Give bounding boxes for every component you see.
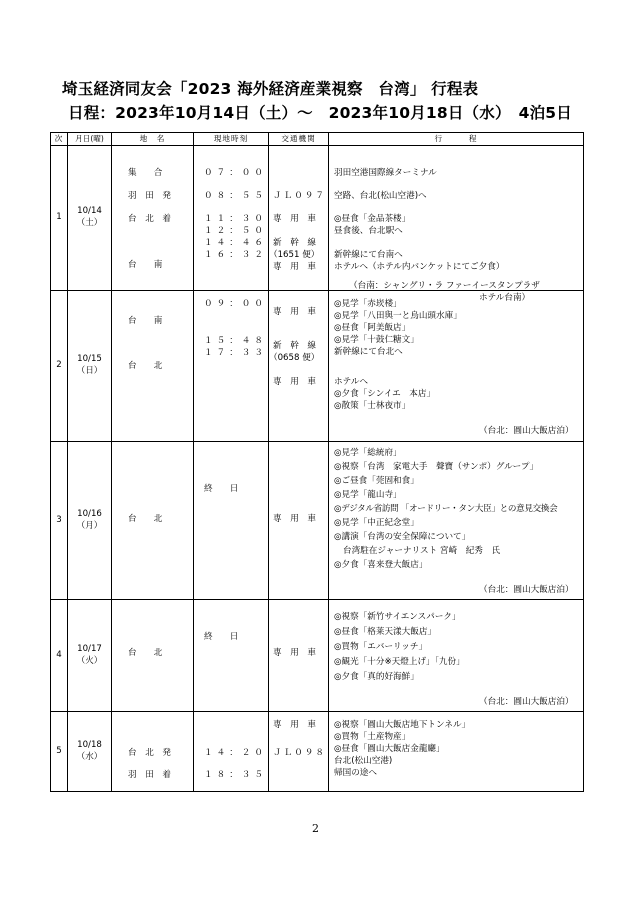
itinerary-line: ◎視察「圓山大飯店地下トンネル」 [334, 720, 471, 730]
itinerary-cell [329, 600, 584, 712]
table-row [51, 712, 584, 792]
day-date-cell [68, 712, 112, 792]
day-weekday: （火） [76, 655, 103, 666]
transport: 専 用 車 [273, 307, 316, 317]
itinerary-line: ◎夕食「真的好海鮮」 [334, 672, 419, 682]
day-weekday: （土） [76, 218, 103, 228]
place: 台 北 [128, 514, 163, 524]
itinerary-line: ◎見学「龍山寺」 [334, 490, 402, 500]
col-header-transport: 交通機関 [269, 133, 329, 146]
time-cell [194, 291, 269, 442]
transport: 専 用 車 [273, 720, 316, 730]
day-date-cell [68, 146, 112, 291]
itinerary-line: 羽田空港国際線ターミナル [334, 168, 437, 178]
transport-cell [269, 600, 329, 712]
page-number: 2 [312, 822, 319, 835]
hotel-line: ホテル台南） [479, 293, 531, 303]
time-cell [194, 146, 269, 291]
place-cell [112, 712, 194, 792]
itinerary-line: ◎散策「士林夜市」 [334, 401, 411, 411]
transport-cell [269, 712, 329, 792]
itinerary-line: ◎買物「エバーリッチ」 [334, 642, 428, 652]
transport-cell [269, 291, 329, 442]
day-weekday: （日） [76, 366, 103, 376]
time: ０８：５５ [204, 191, 267, 201]
place: 集 合 [128, 168, 163, 178]
place: 羽 田 発 [128, 191, 171, 201]
itinerary-line: 台北(松山空港) [334, 756, 393, 766]
place: 台 北 発 [128, 748, 171, 758]
itinerary-line: 台湾駐在ジャーナリスト 宮崎 紀秀 氏 [343, 546, 501, 556]
day-seq: 3 [51, 442, 68, 600]
time-cell [194, 600, 269, 712]
itinerary-line: ◎ご昼食「莞固和食」 [334, 476, 419, 486]
itinerary-line: ◎視察「新竹サイエンスパーク」 [334, 612, 461, 622]
itinerary-line: ◎見学「八田與一と烏山頭水庫」 [334, 311, 462, 321]
day-weekday: （水） [76, 751, 103, 762]
day-date: 10/15 [77, 354, 102, 365]
itinerary-line: 新幹線にて台北へ [334, 347, 403, 357]
day-seq: 4 [51, 600, 68, 712]
schedule-subtitle: 日程：2023年10月14日（土）～ 2023年10月18日（水） 4泊5日 [68, 104, 572, 122]
itinerary-cell [329, 146, 584, 303]
transport: 専 用 車 [273, 377, 316, 387]
itinerary-line: ◎昼食「阿美飯店」 [334, 323, 411, 333]
place-cell [112, 291, 194, 442]
itinerary-cell [329, 712, 584, 792]
day-date: 10/16 [77, 508, 102, 519]
itinerary-line: 新幹線にて台南へ [334, 250, 403, 260]
page-title: 埼玉経済同友会「2023 海外経済産業視察 台湾」 行程表 [62, 80, 479, 98]
transport: 専 用 車 [273, 648, 316, 658]
itinerary-line: ◎見学「中正紀念堂」 [334, 518, 419, 528]
transport: 専 用 車 [273, 214, 316, 224]
day-date-cell [68, 600, 112, 712]
transport-cell [269, 146, 329, 291]
itinerary-line: ◎観光「十分※天燈上げ」「九份」 [334, 657, 465, 667]
place-cell [112, 146, 194, 291]
day-date-cell [68, 442, 112, 600]
day-seq: 1 [51, 146, 68, 291]
itinerary-table [50, 132, 584, 792]
table-row [51, 600, 584, 712]
itinerary-line: ◎デジタル省訪問 「オードリー・タン大臣」との意見交換会 [334, 504, 558, 514]
transport: ＪＬ０９８ [273, 748, 326, 758]
time: １２：５０ [204, 226, 267, 236]
time: １５：４８ [204, 336, 267, 346]
time-cell [194, 712, 269, 792]
itinerary-line: ◎昼食「格莱天漾大飯店」 [334, 627, 437, 637]
itinerary-line: ◎昼食「金品茶楼」 [334, 214, 411, 224]
itinerary-line: 帰国の途へ [334, 768, 377, 778]
itinerary-line: ホテルへ（ホテル内バンケットにてご夕食） [334, 262, 505, 272]
col-header-time: 現地時刻 [194, 133, 269, 146]
itinerary-line: ホテルへ [334, 377, 368, 387]
day-date-cell [68, 291, 112, 442]
table-header-row [51, 133, 584, 146]
time: １４：４６ [204, 238, 267, 248]
col-header-place: 地 名 [112, 133, 194, 146]
table-row [51, 146, 584, 291]
transport-cell [269, 442, 329, 600]
stay-note: （台北：圓山大飯店泊） [479, 426, 574, 436]
transport: 専 用 車 [273, 514, 316, 524]
itinerary-line: ◎買物「土産物産」 [334, 732, 411, 742]
itinerary-line: ◎見学「総統府」 [334, 448, 402, 458]
itinerary-line: ◎視察「台湾 家電大手 聲寶（サンポ）グループ」 [334, 462, 539, 472]
day-seq: 5 [51, 712, 68, 792]
itinerary-line: ◎夕食「シンイエ 本店」 [334, 389, 436, 399]
transport: （1651 便） [269, 250, 320, 260]
time: ０９：００ [204, 299, 267, 309]
place: 台 北 [128, 648, 163, 658]
day-date: 10/14 [77, 206, 102, 217]
place-cell [112, 600, 194, 712]
time: １７：３３ [204, 348, 267, 358]
col-header-date: 月日(曜) [68, 133, 112, 146]
table-row [51, 291, 584, 442]
transport: ＪＬ０９７ [273, 191, 326, 201]
place: 台 北 着 [128, 214, 171, 224]
time: １１：３０ [204, 214, 267, 224]
itinerary-cell [329, 291, 584, 442]
stay-note: （台北：圓山大飯店泊） [479, 697, 574, 707]
hotel-line: （台南：シャングリ・ラ ファーイースタンプラザ [349, 281, 540, 291]
day-seq: 2 [51, 291, 68, 442]
transport: 新 幹 線 [273, 238, 316, 248]
itinerary-line: ◎昼食「圓山大飯店金龍廳」 [334, 744, 445, 754]
place-cell [112, 442, 194, 600]
transport: （0658 便） [269, 353, 320, 363]
itinerary-line: 空路、台北(松山空港)へ [334, 191, 427, 201]
transport: 専 用 車 [273, 262, 316, 272]
time: 終 日 [204, 484, 239, 494]
place: 羽 田 着 [128, 770, 171, 780]
time-cell [194, 442, 269, 600]
itinerary-line: ◎見学「十鼓仁糖文」 [334, 335, 419, 345]
time: １６：３２ [204, 250, 267, 260]
time: ０７：００ [204, 168, 267, 178]
col-header-seq: 次 [51, 133, 68, 146]
transport: 新 幹 線 [273, 341, 316, 351]
day-date: 10/17 [77, 643, 102, 654]
time: １４：２０ [204, 748, 267, 758]
col-header-itinerary: 行 程 [329, 133, 584, 146]
day-date: 10/18 [77, 739, 102, 750]
day-weekday: （月） [76, 520, 103, 531]
itinerary-line: ◎講演「台湾の安全保障について」 [334, 532, 471, 542]
stay-note: （台北：圓山大飯店泊） [479, 585, 574, 595]
time: 終 日 [204, 632, 239, 642]
place: 台 南 [128, 316, 163, 326]
place: 台 南 [128, 260, 163, 270]
time: １８：３５ [204, 770, 267, 780]
itinerary-line: 昼食後、台北駅へ [334, 226, 403, 236]
itinerary-cell [329, 442, 584, 600]
itinerary-line: ◎見学「赤崁楼」 [334, 299, 402, 309]
table-row [51, 442, 584, 600]
place: 台 北 [128, 361, 163, 371]
itinerary-line: ◎夕食「喜来登大飯店」 [334, 560, 428, 570]
